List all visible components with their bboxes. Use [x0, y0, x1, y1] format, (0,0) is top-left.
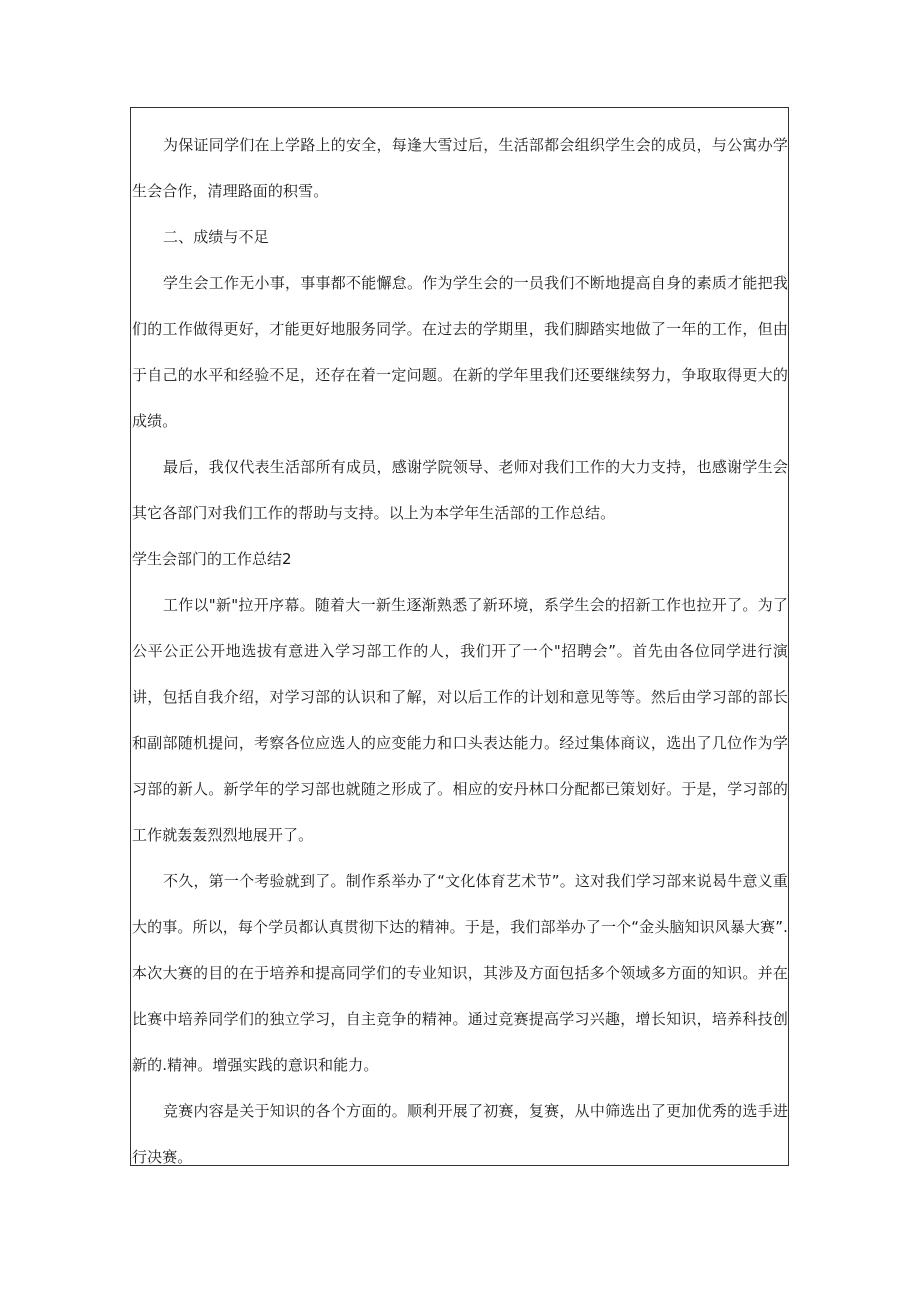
paragraph-thanks: 最后，我仅代表生活部所有成员，感谢学院领导、老师对我们工作的大力支持，也感谢学生会其它各部门对我们工作的帮助与支持。以上为本学年生活部的工作总结。: [132, 458, 788, 522]
paragraph-contest-content: 竞赛内容是关于知识的各个方面的。顺利开展了初赛，复赛，从中筛选出了更加优秀的选手进行决赛。: [132, 1102, 788, 1166]
paragraph-snow-clearing: 为保证同学们在上学路上的安全，每逢大雪过后，生活部都会组织学生会的成员，与公寓办学生会合作，清理路面的积雪。: [132, 136, 788, 200]
document-title-2: 学生会部门的工作总结2: [132, 550, 292, 568]
paragraph-no-small-matters: 学生会工作无小事，事事都不能懈怠。作为学生会的一员我们不断地提高自身的素质才能把我们的工作做得更好，才能更好地服务同学。在过去的学期里，我们脚踏实地做了一年的工作，但由于自己的水平和经验不足，还存在着一定问题。在新的学年里我们还要继续努力，争取取得更大的成绩。: [132, 274, 788, 430]
document-body: [132, 122, 788, 1180]
section-heading-achievements: 二、成绩与不足: [163, 228, 269, 246]
paragraph-recruitment: 工作以"新"拉开序幕。随着大一新生逐渐熟悉了新环境，系学生会的招新工作也拉开了。为了公平公正公开地选拔有意进入学习部工作的人，我们开了一个"招聘会”。首先由各位同学进行演讲，包括自我介绍，对学习部的认识和了解，对以后工作的计划和意见等等。然后由学习部的部长和副部随机提问，考察各位应选人的应变能力和口头表达能力。经过集体商议，选出了几位作为学习部的新人。新学年的学习部也就随之形成了。相应的安丹林口分配都已策划好。于是，学习部的工作就轰轰烈烈地展开了。: [132, 596, 788, 844]
paragraph-competition: 不久，第一个考验就到了。制作系举办了“文化体育艺术节”。这对我们学习部来说曷牛意义重大的事。所以，每个学员都认真贯彻下达的精神。于是，我们部举办了一个“金头脑知识风暴大赛”.本次大赛的目的在于培养和提高同学们的专业知识，其涉及方面包括多个领域多方面的知识。并在比赛中培养同学们的独立学习，自主竞争的精神。通过竞赛提高学习兴趣，增长知识，培养科技创新的.精神。增强实践的意识和能力。: [132, 872, 788, 1074]
